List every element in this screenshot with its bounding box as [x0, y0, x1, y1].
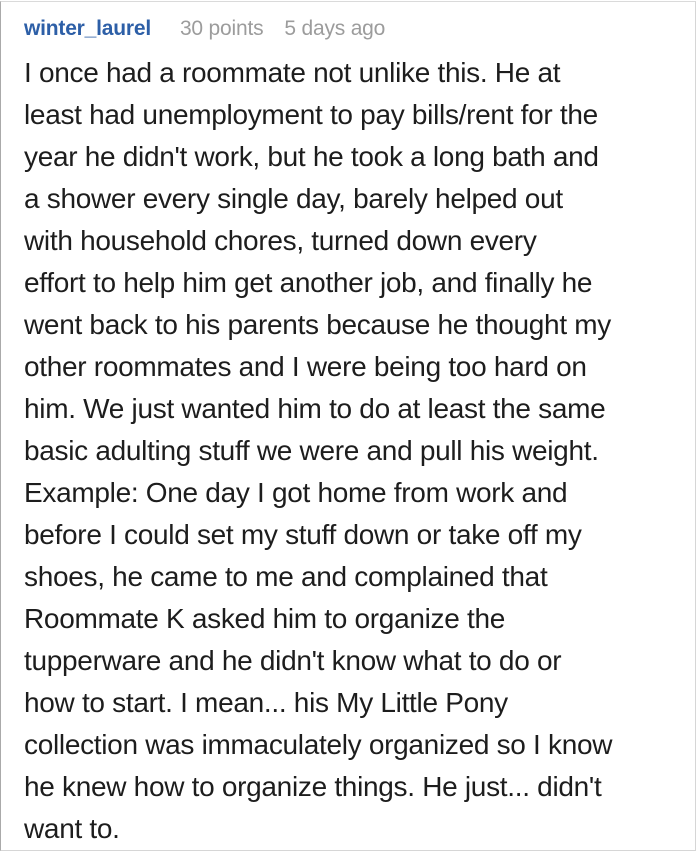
comment-line: a shower every single day, barely helped out [24, 183, 563, 214]
comment-line: with household chores, turned down every [24, 225, 537, 256]
comment-line: Example: One day I got home from work and [24, 477, 568, 508]
comment-line: basic adulting stuff we were and pull his weight. [24, 435, 599, 466]
username-link[interactable]: winter_laurel [24, 17, 151, 40]
comment-line: before I could set my stuff down or take off my [24, 519, 582, 550]
timestamp-label: 5 days ago [284, 17, 386, 40]
comment-line: other roommates and I were being too hard on [24, 351, 587, 382]
comment-line: he knew how to organize things. He just... didn't [24, 771, 602, 802]
comment-body [24, 52, 695, 850]
comment-line: least had unemployment to pay bills/rent for the [24, 99, 598, 130]
comment-line: went back to his parents because he thought my [24, 309, 612, 340]
comment-card [0, 1, 696, 851]
comment-line: Roommate K asked him to organize the [24, 603, 506, 634]
comment-header [24, 17, 695, 41]
comment-line: effort to help him get another job, and finally he [24, 267, 593, 298]
comment-line: collection was immaculately organized so I know [24, 729, 613, 760]
comment-line: I once had a roommate not unlike this. He at [24, 57, 561, 88]
comment-line: tupperware and he didn't know what to do or [24, 645, 562, 676]
points-label: 30 points [179, 17, 264, 40]
comment-line: him. We just wanted him to do at least the same [24, 393, 606, 424]
comment-line: year he didn't work, but he took a long bath and [24, 141, 599, 172]
comment-line: shoes, he came to me and complained that [24, 561, 548, 592]
comment-line: how to start. I mean... his My Little Pony [24, 687, 508, 718]
comment-line: want to. [24, 813, 120, 844]
